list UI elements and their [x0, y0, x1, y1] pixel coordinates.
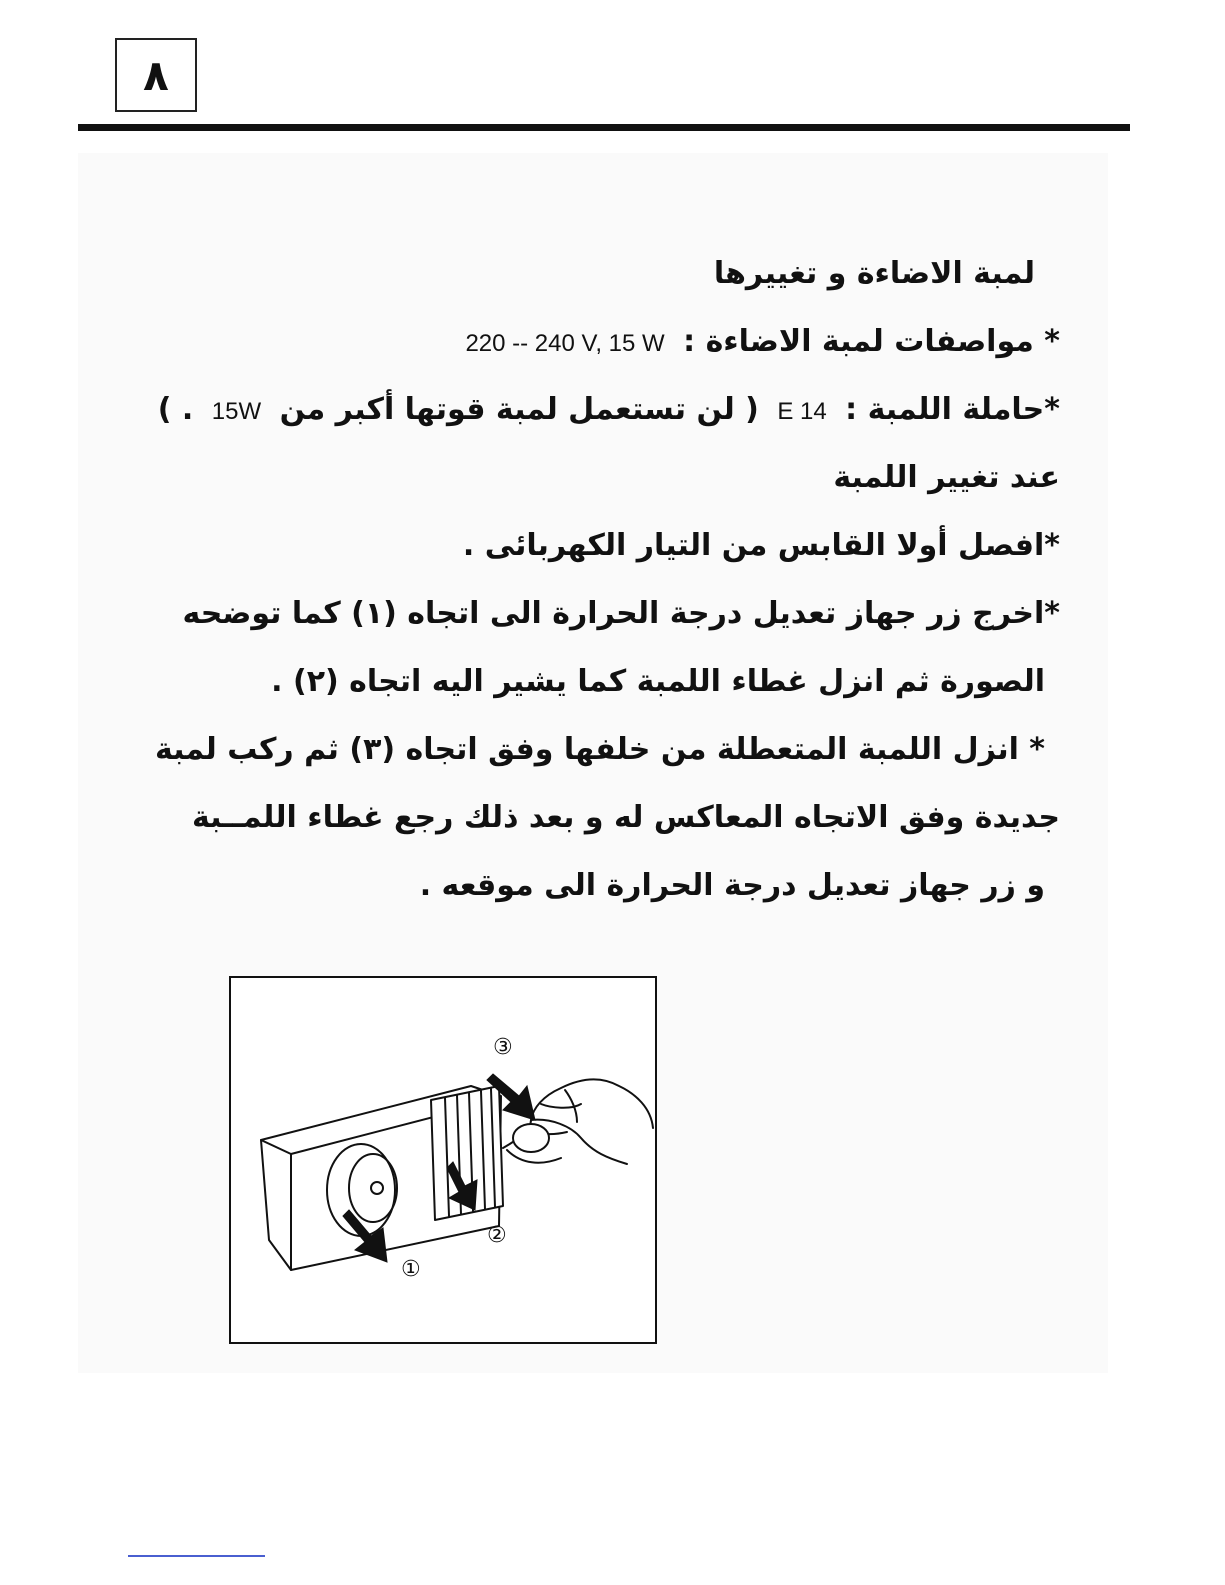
holder-note-close: . ): [157, 392, 194, 427]
callout-2: ②: [487, 1223, 507, 1248]
step-knob-line-2: الصورة ثم انزل غطاء اللمبة كما يشير اليه اتجاه (٢) .: [271, 664, 1045, 699]
section-title: لمبة الاضاءة و تغييرها: [713, 256, 1035, 291]
holder-value: E 14: [777, 398, 827, 425]
holder-line: [157, 376, 1060, 444]
holder-note-value: 15W: [211, 398, 262, 425]
header-divider: [78, 124, 1130, 131]
page-number: [115, 38, 197, 112]
spec-value: 220 -- 240 V, 15 W: [465, 330, 665, 357]
holder-note: ( لن تستعمل لمبة قوتها أكبر من: [279, 392, 759, 427]
step-knob-line-1: *اخرج زر جهاز تعديل درجة الحرارة الى اتجاه (١) كما توضحه: [182, 596, 1060, 631]
callout-1: ①: [401, 1257, 421, 1282]
instructions-text: [154, 240, 1060, 920]
spec-line: [180, 308, 1060, 376]
spec-label: * مواصفات لمبة الاضاءة :: [683, 324, 1060, 359]
step-unplug: *افصل أولا القابس من التيار الكهربائى .: [462, 528, 1060, 563]
step-bulb-line-1: * انزل اللمبة المتعطلة من خلفها وفق اتجاه (٣) ثم ركب لمبة: [154, 732, 1045, 767]
step-bulb-line-3: و زر جهاز تعديل درجة الحرارة الى موقعه .: [419, 868, 1045, 903]
lamp-cover-figure: [229, 976, 657, 1344]
page-number-text: ٨: [143, 50, 169, 100]
callout-3: ③: [493, 1035, 513, 1060]
step-bulb-line-2: جديدة وفق الاتجاه المعاكس له و بعد ذلك رجع غطاء اللمــبة: [191, 800, 1060, 835]
holder-label: *حاملة اللمبة :: [845, 392, 1060, 427]
changing-heading: عند تغيير اللمبة: [833, 460, 1060, 495]
footer-underline: [128, 1555, 265, 1557]
lamp-cover-illustration: [231, 978, 655, 1342]
